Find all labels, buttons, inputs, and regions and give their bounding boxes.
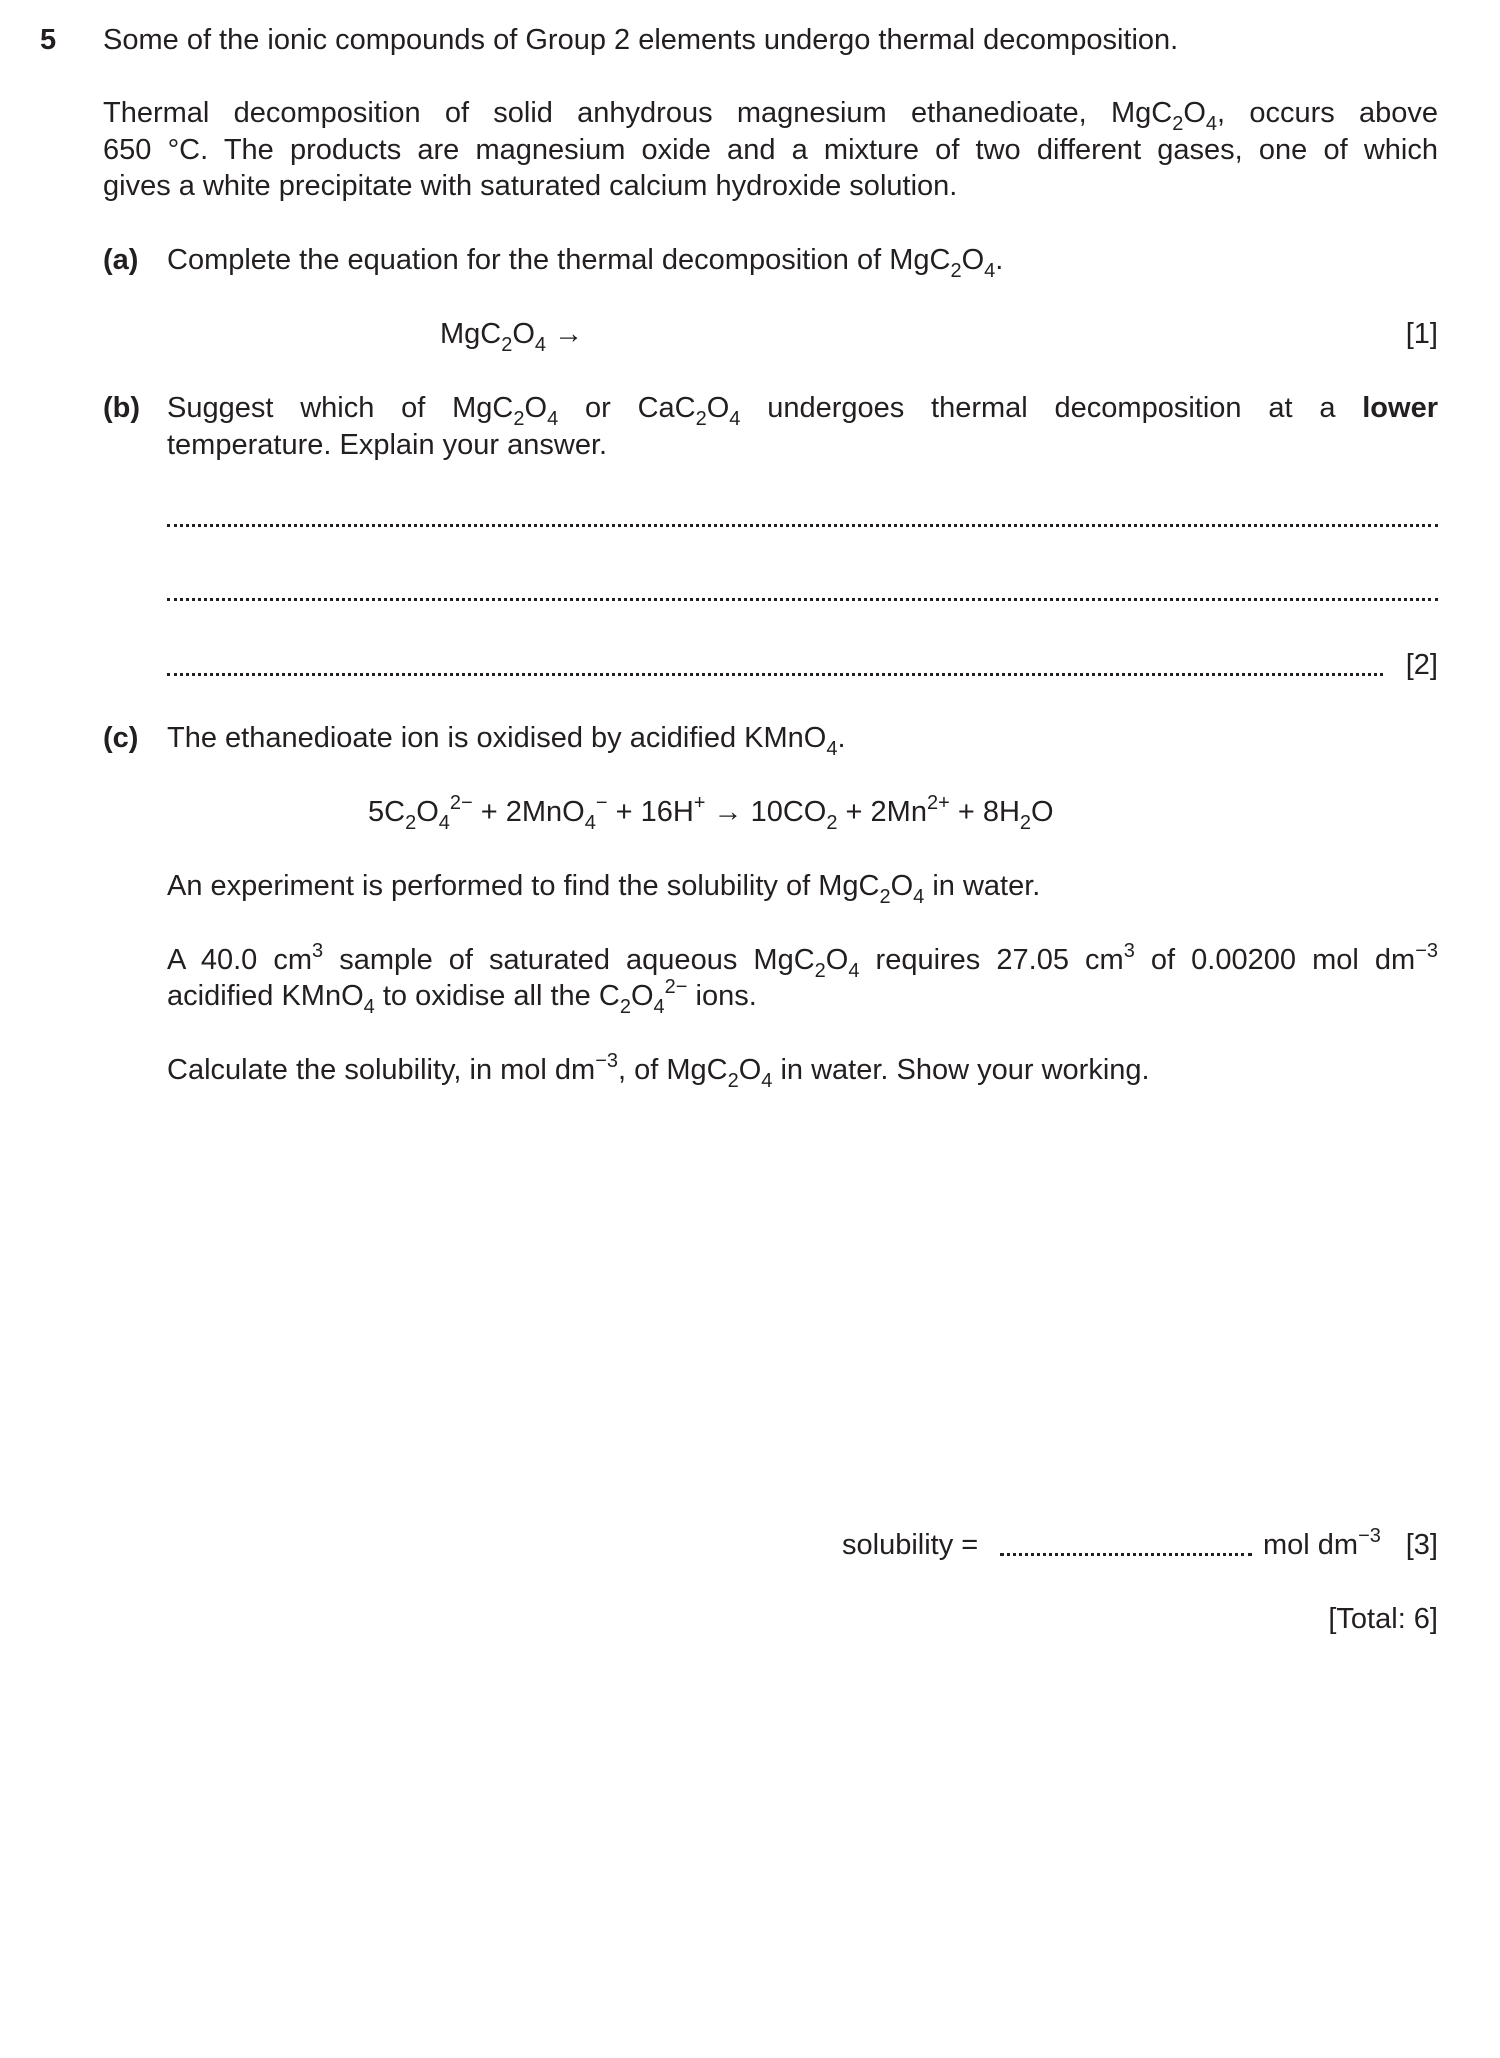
total-marks: [Total: 6] <box>1328 1603 1438 1635</box>
sample-line-1: A 40.0 $cm^3$ sample of saturated aqueous $MgC_2O_4$ requires 27.05 $cm^3$ of 0.00200 mol $dm^{-3}$ <box>167 940 1438 982</box>
part-a-marks: [1] <box>1405 318 1438 350</box>
part-c-text: The ethanedioate ion is oxidised by acidified KMnO$_4$. <box>167 722 846 760</box>
part-b-line-2: temperature. Explain your answer. <box>167 429 608 461</box>
experiment-text: An experiment is performed to find the solubility of $MgC_2O_4$ in water. <box>167 870 1041 908</box>
answer-line-b2[interactable] <box>167 598 1438 601</box>
intro-line-1: Thermal decomposition of solid anhydrous magnesium ethanedioate, $MgC_2O_4$, occurs above <box>103 97 1438 135</box>
part-c-label: (c) <box>103 722 139 754</box>
part-a-label: (a) <box>103 244 139 276</box>
solubility-label: solubility = <box>842 1529 979 1561</box>
question-intro: Some of the ionic compounds of Group 2 elements undergo thermal decomposition. <box>103 24 1179 56</box>
solubility-answer-field[interactable] <box>1000 1553 1252 1556</box>
answer-line-b3[interactable] <box>167 673 1383 676</box>
redox-equation: $5C_2O_4^{2-} + 2MnO_4^- + 16H^+ \to 10CO_2 + 2Mn^{2+} + 8H_2O$ <box>368 792 1054 834</box>
intro-line-3: gives a white precipitate with saturated calcium hydroxide solution. <box>103 170 958 202</box>
part-a-equation: $MgC_2O_4$ → <box>440 318 584 356</box>
part-b-line-1: Suggest which of $MgC_2O_4$ or $CaC_2O_4$ undergoes thermal decomposition at a lower <box>167 392 1438 430</box>
answer-line-b1[interactable] <box>167 524 1438 527</box>
part-b-label: (b) <box>103 392 141 424</box>
part-c-marks: [3] <box>1405 1529 1438 1561</box>
sample-line-2: acidified KMnO$_4$ to oxidise all the $C_2O_4^{2-}$ ions. <box>167 976 757 1018</box>
calculate-instruction: Calculate the solubility, in mol $dm^{-3}$, of $MgC_2O_4$ in water. Show your working. <box>167 1050 1150 1092</box>
part-b-marks: [2] <box>1405 649 1438 681</box>
intro-line-2: 650 °C. The products are magnesium oxide and a mixture of two different gases, one of which <box>103 134 1438 166</box>
question-number: 5 <box>40 24 57 56</box>
solubility-unit: mol $dm^{-3}$ <box>1263 1525 1381 1561</box>
part-a-text: Complete the equation for the thermal decomposition of $MgC_2O_4$. <box>167 244 1004 282</box>
